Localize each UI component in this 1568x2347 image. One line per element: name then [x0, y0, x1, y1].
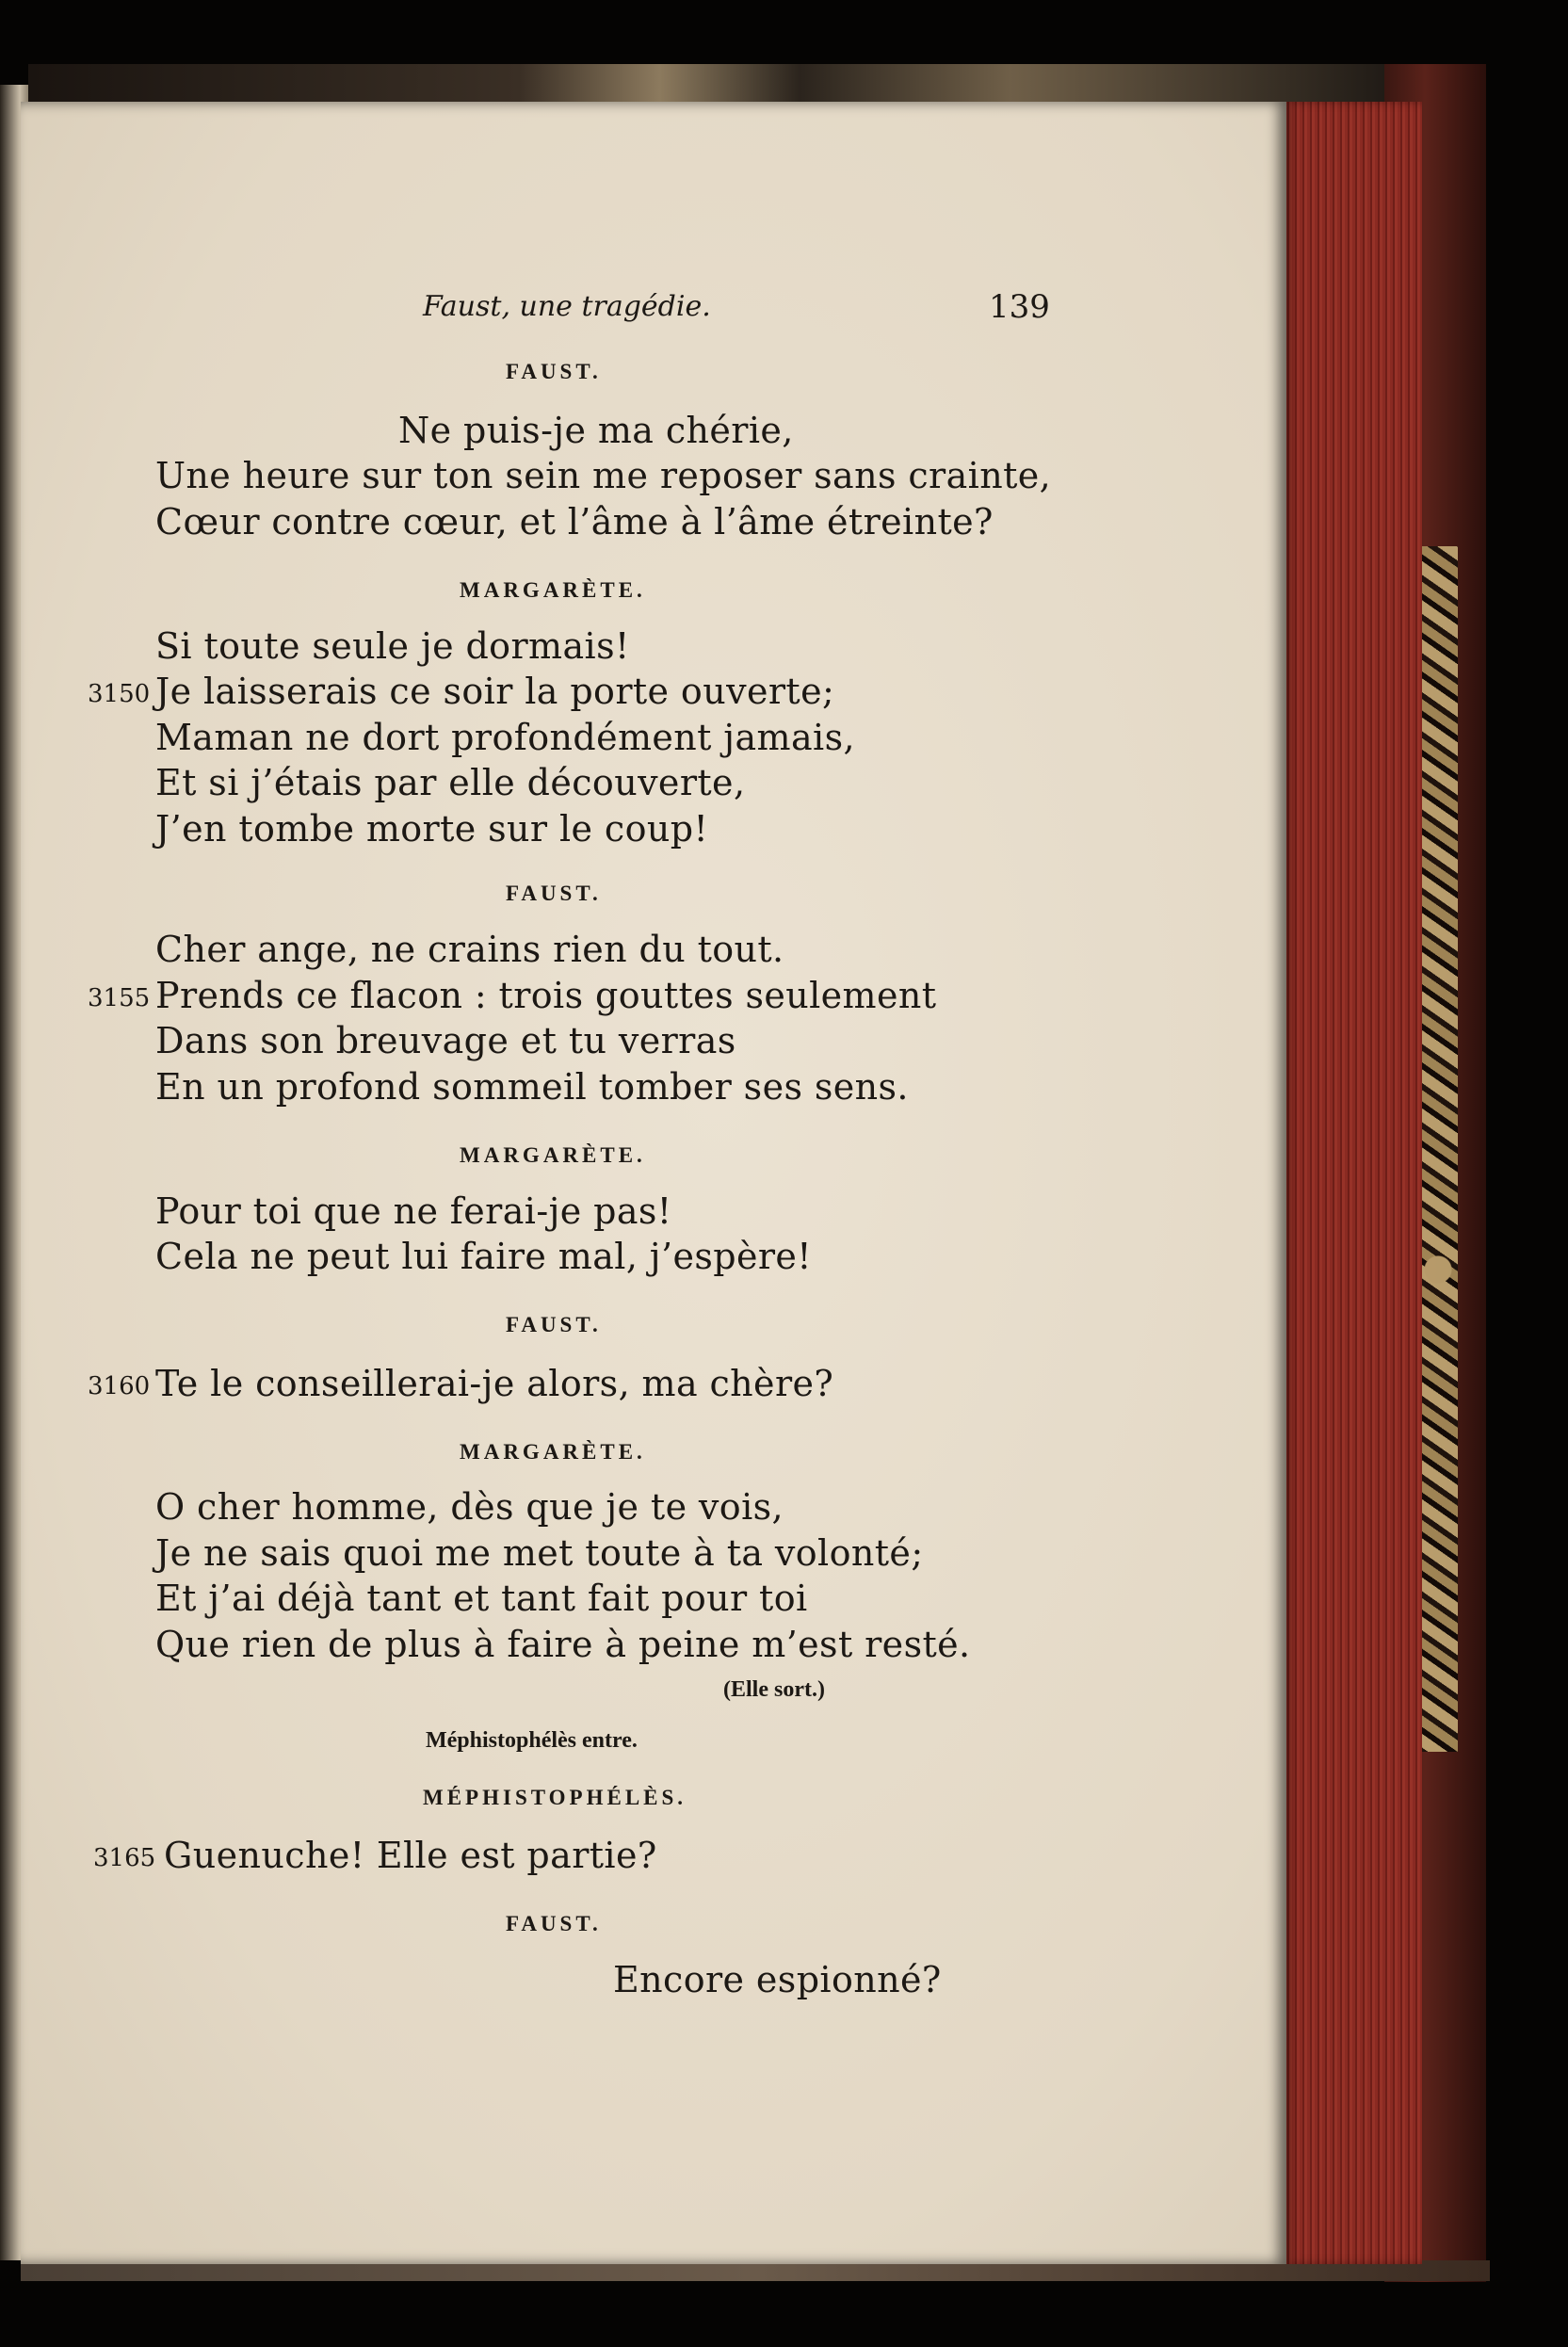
verse-line: Te le conseillerai-je alors, ma chère?	[155, 1363, 834, 1404]
verse-line: Je ne sais quoi me met toute à ta volonté;	[155, 1532, 924, 1574]
verse-line: Et j’ai déjà tant et tant fait pour toi	[155, 1578, 808, 1619]
red-page-edges	[1285, 102, 1422, 2264]
line-number: 3150	[88, 680, 151, 708]
verse-line: Guenuche! Elle est partie?	[164, 1835, 657, 1876]
verse-line: Pour toi que ne ferai-je pas!	[155, 1190, 672, 1232]
line-number: 3160	[88, 1372, 151, 1400]
verse-line: O cher homme, dès que je te vois,	[155, 1486, 784, 1528]
verse-line: Cher ange, ne crains rien du tout.	[155, 929, 784, 970]
verse-line: Cœur contre cœur, et l’âme à l’âme étreinte?	[155, 501, 994, 542]
book-page	[21, 102, 1286, 2264]
stage-direction: Méphistophélès entre.	[426, 1728, 638, 1753]
verse-line: Cela ne peut lui faire mal, j’espère!	[155, 1236, 812, 1277]
speaker-label: FAUST.	[506, 1313, 602, 1336]
verse-line: En un profond sommeil tomber ses sens.	[155, 1066, 909, 1108]
page-number: 139	[989, 288, 1050, 326]
verse-line: J’en tombe morte sur le coup!	[155, 808, 709, 850]
verse-line: Je laisserais ce soir la porte ouverte;	[155, 671, 835, 712]
speaker-label: FAUST.	[506, 360, 602, 383]
verse-line: Dans son breuvage et tu verras	[155, 1020, 736, 1061]
line-number: 3155	[88, 984, 151, 1012]
stage-direction: (Elle sort.)	[723, 1677, 825, 1702]
verse-line: Ne puis-je ma chérie,	[398, 410, 794, 451]
line-number: 3165	[93, 1844, 156, 1872]
verse-line: Si toute seule je dormais!	[155, 625, 630, 667]
verse-line: Encore espionné?	[613, 1959, 942, 2000]
speaker-label: MARGARÈTE.	[460, 578, 646, 602]
verse-line: Prends ce flacon : trois gouttes seulement	[155, 975, 937, 1016]
speaker-label: MÉPHISTOPHÉLÈS.	[423, 1786, 687, 1809]
verse-line: Que rien de plus à faire à peine m’est resté.	[155, 1624, 971, 1665]
verse-line: Une heure sur ton sein me reposer sans crainte,	[155, 455, 1052, 496]
verse-line: Maman ne dort profondément jamais,	[155, 717, 855, 758]
speaker-label: MARGARÈTE.	[460, 1440, 646, 1464]
speaker-label: MARGARÈTE.	[460, 1143, 646, 1167]
running-title: Faust, une tragédie.	[423, 290, 711, 323]
verse-line: Et si j’étais par elle découverte,	[155, 762, 746, 803]
speaker-label: FAUST.	[506, 1912, 602, 1935]
speaker-label: FAUST.	[506, 882, 602, 905]
